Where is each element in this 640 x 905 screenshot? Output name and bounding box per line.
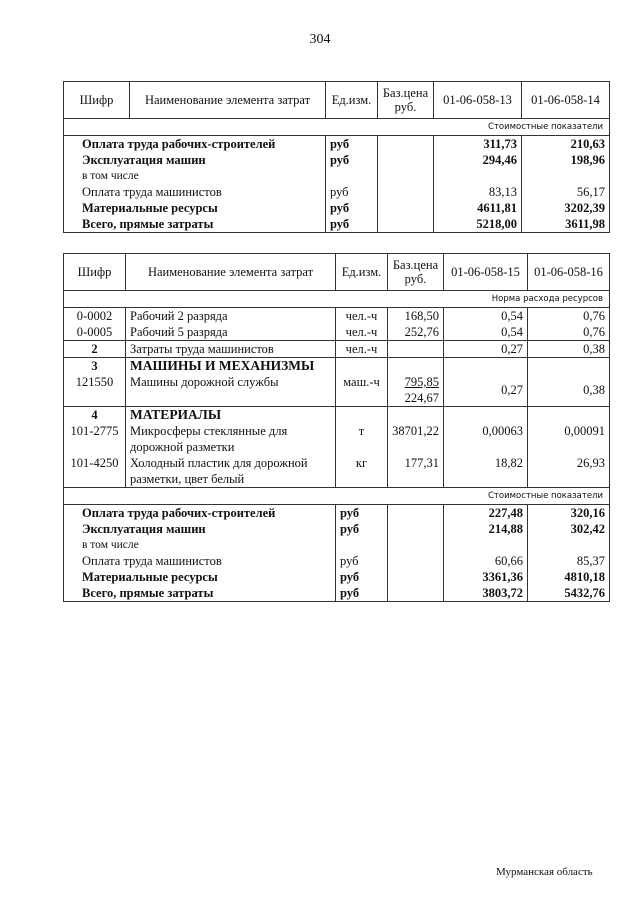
table-row <box>64 184 610 200</box>
row-value-13: 294,46 <box>434 152 522 168</box>
resource-value-16: 0,76 <box>528 324 610 341</box>
row-unit: руб <box>326 184 378 200</box>
resource-code: 101-2775 <box>64 423 126 455</box>
group-code: 3 <box>64 358 126 375</box>
resource-price <box>388 341 444 358</box>
row-name: Материальные ресурсы <box>64 569 336 585</box>
resource-unit: кг <box>336 455 388 488</box>
resource-name: Рабочий 5 разряда <box>126 324 336 341</box>
footer-region: Мурманская область <box>496 866 593 878</box>
resource-price-machinist: 224,67 <box>404 391 439 405</box>
page-number: 304 <box>309 32 331 47</box>
row-name: Оплата труда рабочих-строителей <box>64 136 326 153</box>
row-value-16: 85,37 <box>528 553 610 569</box>
row-name: Эксплуатация машин <box>64 521 336 537</box>
resource-code: 0-0005 <box>64 324 126 341</box>
table-header <box>64 254 610 291</box>
row-value-13: 83,13 <box>434 184 522 200</box>
row-value-15: 214,88 <box>444 521 528 537</box>
row-name: Оплата труда рабочих-строителей <box>64 505 336 522</box>
table-row <box>64 537 610 553</box>
row-value-13: 4611,81 <box>434 200 522 216</box>
table-row <box>64 168 610 184</box>
row-unit: руб <box>326 136 378 153</box>
header-col-15: 01-06-058-15 <box>444 254 528 291</box>
resource-value-16: 0,76 <box>528 308 610 325</box>
table-row <box>64 553 610 569</box>
resource-unit: чел.-ч <box>336 341 388 358</box>
resource-code: 121550 <box>64 374 126 407</box>
row-value-14: 3202,39 <box>522 200 610 216</box>
row-value-16: 5432,76 <box>528 585 610 602</box>
row-unit: руб <box>326 152 378 168</box>
row-value-14: 198,96 <box>522 152 610 168</box>
header-code: Шифр <box>64 82 130 119</box>
resource-name: Машины дорожной службы <box>126 374 336 407</box>
resource-name: Холодный пластик для дорожной разметки, цвет белый <box>126 455 336 488</box>
resource-price: 177,31 <box>388 455 444 488</box>
table-row <box>64 216 610 233</box>
row-unit: руб <box>336 505 388 522</box>
header-base-price: Баз.цена руб. <box>378 82 434 119</box>
table-row <box>64 505 610 522</box>
row-name: Эксплуатация машин <box>64 152 326 168</box>
resource-row <box>64 308 610 325</box>
row-name: Оплата труда машинистов <box>64 553 336 569</box>
resource-value-16: 0,38 <box>528 341 610 358</box>
resource-row <box>64 455 610 488</box>
resource-value-15: 0,27 <box>444 341 528 358</box>
table-row <box>64 200 610 216</box>
resource-value-16: 26,93 <box>528 455 610 488</box>
resource-value-15: 0,54 <box>444 308 528 325</box>
group-code: 4 <box>64 407 126 424</box>
resource-unit: маш.-ч <box>336 374 388 407</box>
row-value-15: 3803,72 <box>444 585 528 602</box>
header-name: Наименование элемента затрат <box>126 254 336 291</box>
header-base-price: Баз.цена руб. <box>388 254 444 291</box>
group-row-machines <box>64 358 610 375</box>
resource-code: 101-4250 <box>64 455 126 488</box>
row-value-14: 210,63 <box>522 136 610 153</box>
table-row <box>64 569 610 585</box>
row-value-14: 56,17 <box>522 184 610 200</box>
row-value-16: 320,16 <box>528 505 610 522</box>
resource-unit: т <box>336 423 388 455</box>
resource-unit: чел.-ч <box>336 324 388 341</box>
group-name: МАШИНЫ И МЕХАНИЗМЫ <box>126 358 336 375</box>
resource-code: 0-0002 <box>64 308 126 325</box>
row-unit: руб <box>326 216 378 233</box>
resource-row <box>64 423 610 455</box>
resource-price: 252,76 <box>388 324 444 341</box>
cost-table-2 <box>63 253 610 602</box>
header-unit: Ед.изм. <box>336 254 388 291</box>
table-row <box>64 152 610 168</box>
resource-price: 38701,22 <box>388 423 444 455</box>
row-value-16: 4810,18 <box>528 569 610 585</box>
table-row <box>64 136 610 153</box>
cost-table-1 <box>63 81 610 233</box>
resource-name: Рабочий 2 разряда <box>126 308 336 325</box>
resource-name: Затраты труда машинистов <box>126 341 336 358</box>
resource-value-15: 18,82 <box>444 455 528 488</box>
section-label-costs: Стоимостные показатели <box>64 488 610 505</box>
header-name: Наименование элемента затрат <box>130 82 326 119</box>
row-value-16: 302,42 <box>528 521 610 537</box>
header-col-16: 01-06-058-16 <box>528 254 610 291</box>
row-value-15: 3361,36 <box>444 569 528 585</box>
resource-row <box>64 374 610 407</box>
resource-value-15: 0,00063 <box>444 423 528 455</box>
row-name: Материальные ресурсы <box>64 200 326 216</box>
resource-price: 795,85 <box>404 375 439 389</box>
section-label-norms: Норма расхода ресурсов <box>64 291 610 308</box>
group-row-materials <box>64 407 610 424</box>
row-unit: руб <box>326 200 378 216</box>
resource-value-16: 0,38 <box>528 374 610 407</box>
resource-row <box>64 324 610 341</box>
header-code: Шифр <box>64 254 126 291</box>
row-name: в том числе <box>64 537 336 553</box>
header-col-13: 01-06-058-13 <box>434 82 522 119</box>
row-name: в том числе <box>64 168 326 184</box>
resource-price: 168,50 <box>388 308 444 325</box>
row-value-13: 311,73 <box>434 136 522 153</box>
resource-name: Микросферы стеклянные для дорожной разметки <box>126 423 336 455</box>
resource-unit: чел.-ч <box>336 308 388 325</box>
row-unit: руб <box>336 553 388 569</box>
row-value-15: 227,48 <box>444 505 528 522</box>
group-name: МАТЕРИАЛЫ <box>126 407 336 424</box>
header-col-14: 01-06-058-14 <box>522 82 610 119</box>
header-unit: Ед.изм. <box>326 82 378 119</box>
table-header <box>64 82 610 119</box>
resource-code: 2 <box>64 341 126 358</box>
resource-value-15: 0,27 <box>444 374 528 407</box>
table-row <box>64 521 610 537</box>
section-label-costs: Стоимостные показатели <box>64 119 610 136</box>
row-name: Оплата труда машинистов <box>64 184 326 200</box>
row-name: Всего, прямые затраты <box>64 216 326 233</box>
row-value-15: 60,66 <box>444 553 528 569</box>
table-row <box>64 585 610 602</box>
row-unit: руб <box>336 521 388 537</box>
row-value-14: 3611,98 <box>522 216 610 233</box>
resource-value-15: 0,54 <box>444 324 528 341</box>
row-unit: руб <box>336 585 388 602</box>
resource-value-16: 0,00091 <box>528 423 610 455</box>
resource-row <box>64 341 610 358</box>
row-name: Всего, прямые затраты <box>64 585 336 602</box>
row-value-13: 5218,00 <box>434 216 522 233</box>
row-unit: руб <box>336 569 388 585</box>
